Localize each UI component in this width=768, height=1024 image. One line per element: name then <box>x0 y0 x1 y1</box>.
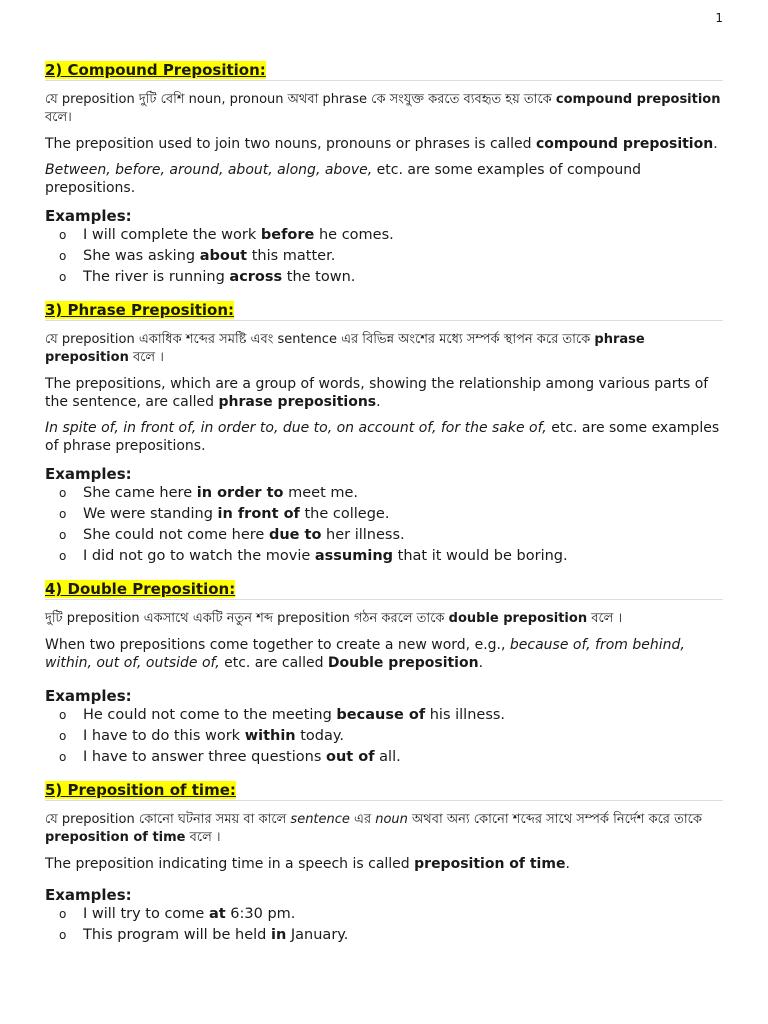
example-text: 6:30 pm. <box>225 906 296 922</box>
bullet-icon: o <box>59 750 67 764</box>
definition-text: The preposition used to join two nouns, pronouns or phrases is called <box>45 136 536 152</box>
section-heading <box>45 780 723 801</box>
page-number: 1 <box>715 11 723 25</box>
examples-list <box>45 705 723 768</box>
english-definition <box>45 855 723 873</box>
example-preposition: in <box>270 927 287 943</box>
example-text: I have to do this work <box>83 728 245 744</box>
example-text: the college. <box>299 506 390 522</box>
examples-label: Examples: <box>45 207 132 225</box>
example-text: This program will be held <box>83 927 271 943</box>
section-compound-preposition <box>45 60 723 288</box>
list-item <box>45 267 723 288</box>
bengali-term: compound preposition <box>555 92 721 107</box>
list-item <box>45 525 723 546</box>
example-text: January. <box>286 927 349 943</box>
list-item <box>45 504 723 525</box>
bengali-term: double preposition <box>448 611 588 626</box>
examples-list-text <box>45 161 723 197</box>
section-heading <box>45 300 723 321</box>
list-item <box>45 705 723 726</box>
examples-label: Examples: <box>45 687 132 705</box>
example-preposition: in order to <box>196 485 284 501</box>
bullet-icon: o <box>59 507 67 521</box>
examples-list <box>45 904 723 946</box>
definition-text: . <box>565 856 570 872</box>
example-preposition: assuming <box>314 548 394 564</box>
example-text: I have to answer three questions <box>83 749 326 765</box>
example-text: The river is running <box>83 269 230 285</box>
example-text: today. <box>295 728 345 744</box>
examples-label: Examples: <box>45 465 132 483</box>
example-text: She was asking <box>83 248 200 264</box>
example-words: Between, before, around, about, along, above, <box>45 162 373 178</box>
example-text: I will complete the work <box>83 227 261 243</box>
bullet-icon: o <box>59 907 67 921</box>
bengali-text: বলে। <box>45 110 72 125</box>
section-double-preposition <box>45 579 723 768</box>
list-item <box>45 246 723 267</box>
bengali-text: বলে । <box>128 350 164 365</box>
bullet-icon: o <box>59 928 67 942</box>
example-preposition: at <box>208 906 226 922</box>
bengali-text: যে preposition দুটি বেশি noun, pronoun অথবা phrase কে সংযুক্ত করতে ব্যবহৃত হয় তাকে <box>45 92 556 107</box>
example-preposition: about <box>199 248 248 264</box>
heading-text: 3) Phrase Preposition: <box>45 301 235 319</box>
list-item <box>45 925 723 946</box>
bullet-icon: o <box>59 729 67 743</box>
section-heading <box>45 579 723 600</box>
bengali-text: বলে । <box>185 830 221 845</box>
example-text: this matter. <box>247 248 336 264</box>
definition-text: The preposition indicating time in a speech is called <box>45 856 415 872</box>
example-text: his illness. <box>425 707 506 723</box>
bullet-icon: o <box>59 549 67 563</box>
bullet-icon: o <box>59 708 67 722</box>
example-preposition: due to <box>268 527 322 543</box>
example-words: In spite of, in front of, in order to, due to, on account of, for the sake of, <box>45 420 547 436</box>
definition-term: Double preposition <box>327 655 479 671</box>
example-text: He could not come to the meeting <box>83 707 337 723</box>
example-preposition: in front of <box>217 506 300 522</box>
heading-text: 5) Preposition of time: <box>45 781 236 799</box>
example-text: She could not come here <box>83 527 269 543</box>
example-text: her illness. <box>321 527 405 543</box>
example-preposition: within <box>244 728 296 744</box>
example-text: I did not go to watch the movie <box>83 548 315 564</box>
definition-text: . <box>713 136 718 152</box>
section-preposition-of-time <box>45 780 723 946</box>
definition-term: preposition of time <box>414 856 566 872</box>
bengali-text: এর <box>349 812 376 827</box>
bengali-text: অথবা অন্য কোনো শব্দের সাথে সম্পর্ক নির্দেশ করে তাকে <box>407 812 702 827</box>
example-preposition: across <box>229 269 283 285</box>
definition-text: . <box>376 394 381 410</box>
bengali-term: phrase preposition <box>45 332 645 365</box>
example-text: the town. <box>282 269 356 285</box>
list-item <box>45 546 723 567</box>
definition-term: compound preposition <box>535 136 714 152</box>
definition-text: etc. are called <box>219 655 328 671</box>
bengali-text: বলে । <box>587 611 623 626</box>
example-text: We were standing <box>83 506 218 522</box>
examples-label: Examples: <box>45 886 132 904</box>
example-preposition: before <box>260 227 315 243</box>
english-definition <box>45 636 723 672</box>
examples-list <box>45 225 723 288</box>
bullet-icon: o <box>59 528 67 542</box>
example-text: meet me. <box>283 485 359 501</box>
section-heading <box>45 60 723 81</box>
section-phrase-preposition <box>45 300 723 567</box>
bengali-definition <box>45 811 723 847</box>
bullet-icon: o <box>59 249 67 263</box>
list-item <box>45 747 723 768</box>
example-text: he comes. <box>314 227 394 243</box>
bengali-text: দুটি preposition একসাথে একটি নতুন শব্দ preposition গঠন করলে তাকে <box>45 611 449 626</box>
example-words: because of, from behind, within, out of, outside of, <box>45 637 685 671</box>
bullet-icon: o <box>59 228 67 242</box>
list-item <box>45 726 723 747</box>
bengali-definition <box>45 610 723 628</box>
list-item <box>45 904 723 925</box>
example-text: She came here <box>83 485 197 501</box>
example-text: that it would be boring. <box>393 548 568 564</box>
list-item <box>45 225 723 246</box>
document-body <box>45 60 723 958</box>
heading-text: 4) Double Preposition: <box>45 580 236 598</box>
examples-list <box>45 483 723 567</box>
english-definition <box>45 135 723 153</box>
example-words-rest: etc. are some examples of phrase prepositions. <box>45 420 720 454</box>
bengali-definition <box>45 91 723 127</box>
bengali-term-italic: sentence <box>290 812 350 827</box>
bengali-text: যে preposition কোনো ঘটনার সময় বা কালে <box>45 812 291 827</box>
definition-text: The prepositions, which are a group of words, showing the relationship among various parts of the sentence, are called <box>45 376 709 410</box>
bengali-definition <box>45 331 723 367</box>
definition-text: When two prepositions come together to create a new word, e.g., <box>45 637 510 653</box>
list-item <box>45 483 723 504</box>
bengali-term: preposition of time <box>45 830 186 845</box>
definition-term: phrase prepositions <box>218 394 377 410</box>
heading-text: 2) Compound Preposition: <box>45 61 266 79</box>
bengali-term-italic: noun <box>375 812 408 827</box>
example-words-rest: etc. are some examples of compound prepositions. <box>45 162 641 196</box>
bullet-icon: o <box>59 270 67 284</box>
example-text: I will try to come <box>83 906 209 922</box>
examples-list-text <box>45 419 723 455</box>
example-preposition: because of <box>336 707 426 723</box>
bullet-icon: o <box>59 486 67 500</box>
english-definition <box>45 375 723 411</box>
example-text: all. <box>374 749 401 765</box>
bengali-text: যে preposition একাধিক শব্দের সমষ্টি এবং sentence এর বিভিন্ন অংশের মধ্যে সম্পর্ক স্থাপন করে তাকে <box>45 332 595 347</box>
example-preposition: out of <box>326 749 375 765</box>
definition-text: . <box>478 655 484 671</box>
